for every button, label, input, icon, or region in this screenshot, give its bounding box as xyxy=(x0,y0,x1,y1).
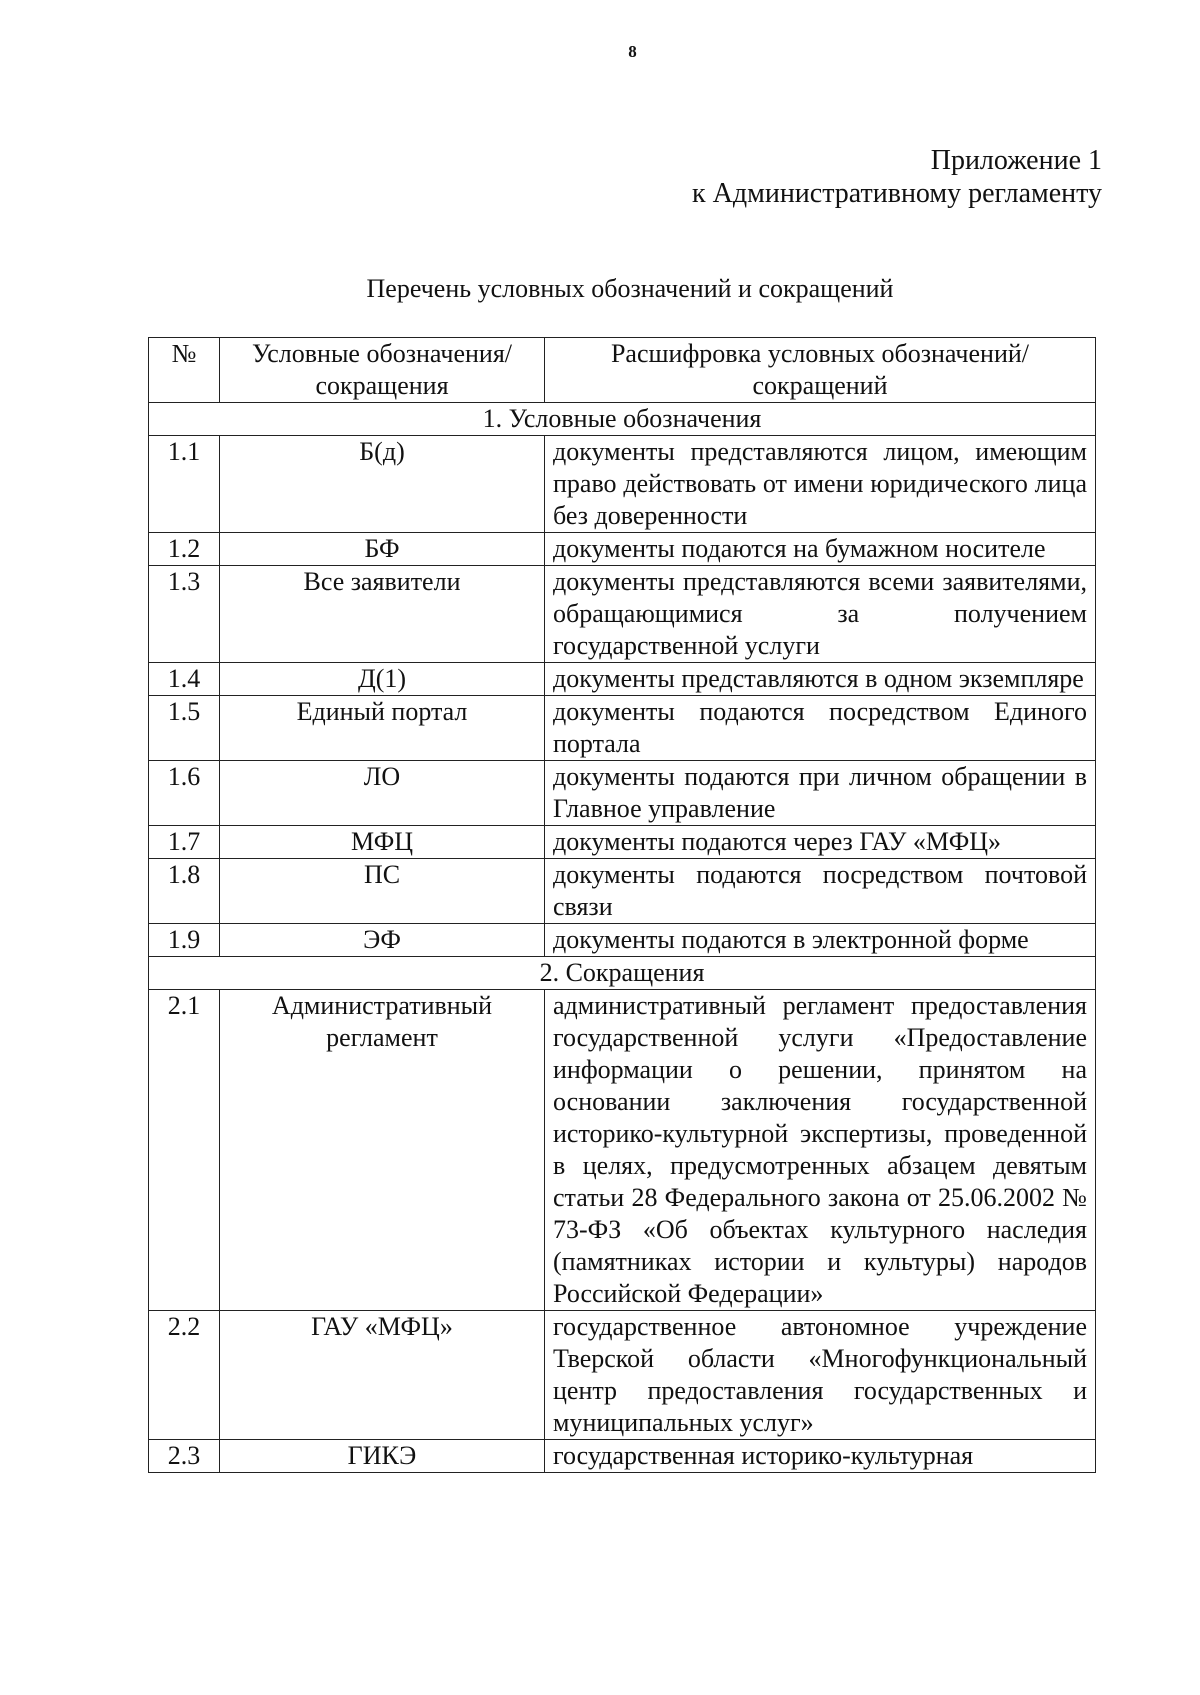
abbreviations-table xyxy=(148,337,1096,1473)
table-row xyxy=(149,761,1096,826)
row-number: 2.2 xyxy=(149,1311,220,1440)
row-number: 1.8 xyxy=(149,859,220,924)
row-description: документы подаются на бумажном носителе xyxy=(545,533,1096,566)
row-code: Единый портал xyxy=(220,696,545,761)
row-description: документы подаются посредством Единого портала xyxy=(545,696,1096,761)
row-number: 1.1 xyxy=(149,436,220,533)
table-row xyxy=(149,1311,1096,1440)
section-title: 2. Сокращения xyxy=(149,957,1096,990)
table-row xyxy=(149,696,1096,761)
row-description: документы подаются при личном обращении в Главное управление xyxy=(545,761,1096,826)
row-code: ПС xyxy=(220,859,545,924)
section-row xyxy=(149,403,1096,436)
table-row xyxy=(149,533,1096,566)
table-row xyxy=(149,924,1096,957)
row-description: документы подаются посредством почтовой связи xyxy=(545,859,1096,924)
header-code: Условные обозначения/сокращения xyxy=(220,338,545,403)
document-title: Перечень условных обозначений и сокращений xyxy=(366,274,894,303)
header-num: № xyxy=(149,338,220,403)
row-description: документы подаются через ГАУ «МФЦ» xyxy=(545,826,1096,859)
row-number: 2.3 xyxy=(149,1440,220,1473)
row-number: 1.4 xyxy=(149,663,220,696)
row-code: Б(д) xyxy=(220,436,545,533)
table-row xyxy=(149,566,1096,663)
table-row xyxy=(149,826,1096,859)
row-number: 1.9 xyxy=(149,924,220,957)
section-row xyxy=(149,957,1096,990)
row-code: Административный регламент xyxy=(220,990,545,1311)
row-number: 1.7 xyxy=(149,826,220,859)
table-header-row xyxy=(149,338,1096,403)
header-desc: Расшифровка условных обозначений/сокращений xyxy=(545,338,1096,403)
page-number: 8 xyxy=(628,42,637,61)
appendix-line-2: к Административному регламенту xyxy=(692,178,1102,209)
appendix-line-1: Приложение 1 xyxy=(930,145,1102,176)
row-code: БФ xyxy=(220,533,545,566)
row-description: государственная историко-культурная xyxy=(545,1440,1096,1473)
table-row xyxy=(149,663,1096,696)
row-code: МФЦ xyxy=(220,826,545,859)
table-row xyxy=(149,990,1096,1311)
row-number: 1.5 xyxy=(149,696,220,761)
table-body xyxy=(149,338,1096,1473)
row-number: 2.1 xyxy=(149,990,220,1311)
row-description: документы представляются в одном экземпляре xyxy=(545,663,1096,696)
row-code: ЛО xyxy=(220,761,545,826)
row-code: ЭФ xyxy=(220,924,545,957)
table-row xyxy=(149,1440,1096,1473)
row-number: 1.3 xyxy=(149,566,220,663)
row-code: ГАУ «МФЦ» xyxy=(220,1311,545,1440)
row-number: 1.6 xyxy=(149,761,220,826)
row-description: документы подаются в электронной форме xyxy=(545,924,1096,957)
row-description: документы представляются всеми заявителями, обращающимися за получением государственной услуги xyxy=(545,566,1096,663)
row-description: государственное автономное учреждение Тверской области «Многофункциональный центр предоставления государственных и муниципальных услуг» xyxy=(545,1311,1096,1440)
table-row xyxy=(149,859,1096,924)
row-description: административный регламент предоставления государственной услуги «Предоставление информации о решении, принятом на основании заключения государственной историко-культурной экспертизы, проведенной в целях, предусмотренных абзацем девятым статьи 28 Федерального закона от 25.06.2002 № 73-ФЗ «Об объектах культурного наследия (памятниках истории и культуры) народов Российской Федерации» xyxy=(545,990,1096,1311)
row-code: Все заявители xyxy=(220,566,545,663)
row-description: документы представляются лицом, имеющим право действовать от имени юридического лица без доверенности xyxy=(545,436,1096,533)
row-code: Д(1) xyxy=(220,663,545,696)
row-code: ГИКЭ xyxy=(220,1440,545,1473)
appendix-note xyxy=(692,144,1102,210)
row-number: 1.2 xyxy=(149,533,220,566)
table-row xyxy=(149,436,1096,533)
section-title: 1. Условные обозначения xyxy=(149,403,1096,436)
